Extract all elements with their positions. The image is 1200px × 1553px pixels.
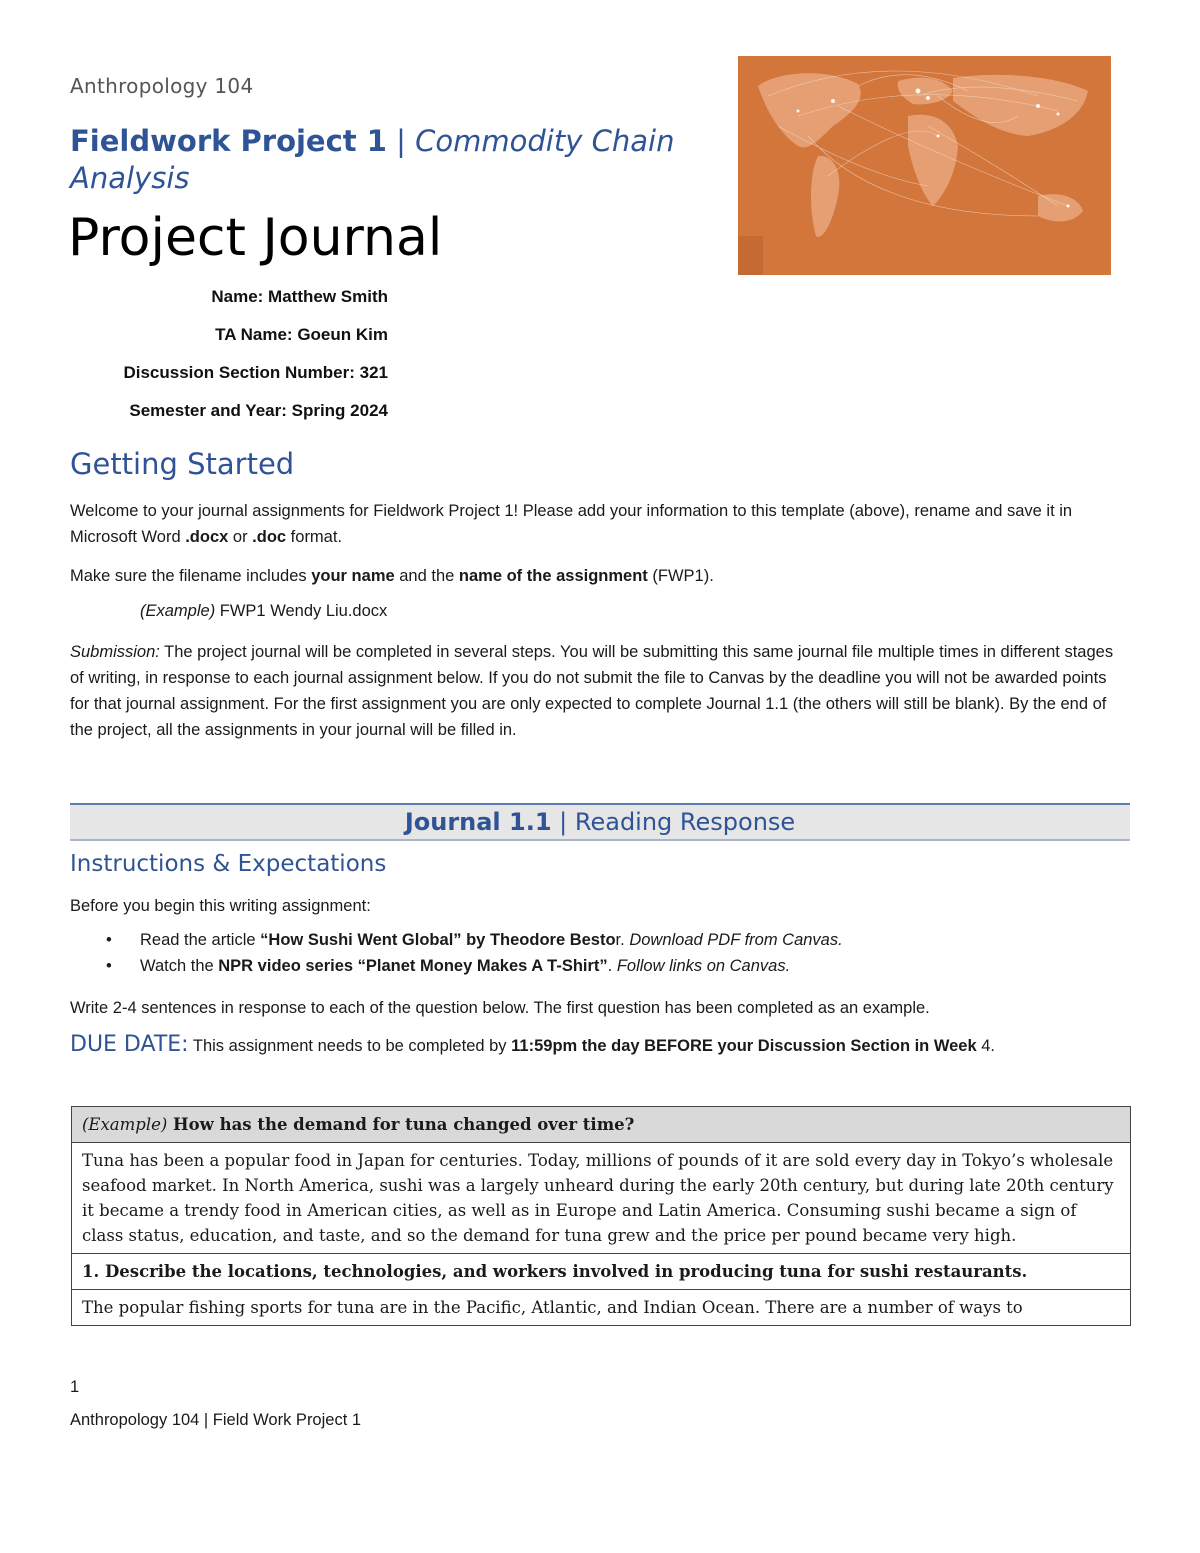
bullet-icon: • — [106, 957, 112, 975]
example-question-row — [72, 1107, 1130, 1143]
student-name: Name: Matthew Smith — [211, 287, 388, 306]
getting-started-heading: Getting Started — [70, 447, 295, 481]
ta-name: TA Name: Goeun Kim — [215, 325, 388, 344]
doc-format: .doc — [252, 528, 287, 546]
title-separator: | — [386, 124, 416, 158]
list-item — [106, 931, 843, 950]
example-answer-row[interactable]: Tuna has been a popular food in Japan for centuries. Today, millions of pounds of it are sold every day in Tokyo’s wholesale seafood market. In North America, sushi was a largely unheard during the early 20th century, but during late 20th century it became a trendy food in American cities, as well as in Europe and Latin America. Consuming sushi became a sign of class status, education, and taste, and so the demand for tuna grew and the price per pound became very high. — [72, 1143, 1130, 1254]
world-map-graphic — [738, 56, 1111, 275]
project-name: Fieldwork Project 1 — [70, 124, 387, 158]
video-title: NPR video series “Planet Money Makes A T-Shirt” — [218, 957, 608, 975]
due-week: 4. — [976, 1037, 996, 1055]
question-1-row: 1. Describe the locations, technologies, and workers involved in producing tuna for sushi restaurants. — [72, 1254, 1130, 1290]
list-item — [106, 957, 790, 976]
example-tag: (Example) — [82, 1115, 168, 1134]
example-filename: FWP1 Wendy Liu.docx — [215, 602, 388, 620]
docx-format: .docx — [185, 528, 229, 546]
page-number: 1 — [70, 1378, 80, 1396]
welcome-paragraph — [70, 498, 1130, 550]
section-number: Discussion Section Number: 321 — [123, 363, 388, 382]
answer-1-row[interactable]: The popular fishing sports for tuna are in the Pacific, Atlantic, and Indian Ocean. There are a number of ways to — [82, 1298, 1023, 1317]
journal-number: Journal 1.1 — [404, 808, 552, 836]
journal-banner — [70, 803, 1130, 841]
project-title — [70, 123, 690, 197]
instructions-intro: Before you begin this writing assignment: — [70, 897, 371, 915]
due-date-label: DUE DATE: — [70, 1032, 189, 1057]
course-label: Anthropology 104 — [70, 74, 254, 98]
format-text: format. — [286, 528, 343, 546]
submission-text: The project journal will be completed in several steps. You will be submitting this same journal file multiple times in different stages of writing, in response to each journal assignment below. If you do not submit the file to Canvas by the deadline you will not be awarded points for that journal assignment. For the first assignment you are only expected to complete Journal 1.1 (the others will still be blank). By the end of the project, all the assignments in your journal will be filled in. — [70, 643, 1114, 739]
bullet-text: r. — [615, 931, 630, 949]
your-name-emphasis: your name — [311, 567, 395, 585]
journal-title: Reading Response — [574, 808, 796, 836]
write-instructions: Write 2-4 sentences in response to each of the question below. The first question has been completed as an example. — [70, 999, 930, 1017]
bullet-icon: • — [106, 931, 112, 949]
due-deadline: 11:59pm the day BEFORE your Discussion Section in Week — [511, 1037, 977, 1055]
article-title: “How Sushi Went Global” by Theodore Besto — [260, 931, 616, 949]
page-footer: Anthropology 104 | Field Work Project 1 — [70, 1411, 362, 1429]
or-text: or — [228, 528, 253, 546]
and-text: and the — [394, 567, 459, 585]
instructions-heading: Instructions & Expectations — [70, 851, 387, 877]
fwp1-text: (FWP1). — [647, 567, 714, 585]
due-date — [70, 1032, 995, 1057]
project-subtitle: Commodity Chain Analysis — [70, 124, 675, 195]
bullet-text: . — [607, 957, 617, 975]
journal-separator: | — [551, 808, 575, 836]
submission-label: Submission: — [70, 643, 160, 661]
bullet-note: Follow links on Canvas. — [616, 957, 791, 975]
question-table — [71, 1106, 1131, 1326]
assignment-name-emphasis: name of the assignment — [458, 567, 648, 585]
filename-text: Make sure the filename includes — [70, 567, 312, 585]
bullet-text: Read the article — [140, 931, 261, 949]
bullet-note: Download PDF from Canvas. — [629, 931, 843, 949]
example-question: How has the demand for tuna changed over time? — [167, 1115, 635, 1134]
filename-example — [140, 602, 387, 621]
example-label: (Example) — [140, 602, 216, 620]
submission-paragraph — [70, 639, 1130, 743]
world-map-image — [738, 56, 1111, 275]
filename-paragraph — [70, 563, 1130, 589]
due-text: This assignment needs to be completed by — [188, 1037, 512, 1055]
semester-year: Semester and Year: Spring 2024 — [129, 401, 388, 420]
welcome-text: Welcome to your journal assignments for Fieldwork Project 1! Please add your information to this template (above), rename and save it in Microsoft Word — [70, 502, 1073, 546]
bullet-text: Watch the — [140, 957, 219, 975]
page-title: Project Journal — [68, 208, 443, 268]
